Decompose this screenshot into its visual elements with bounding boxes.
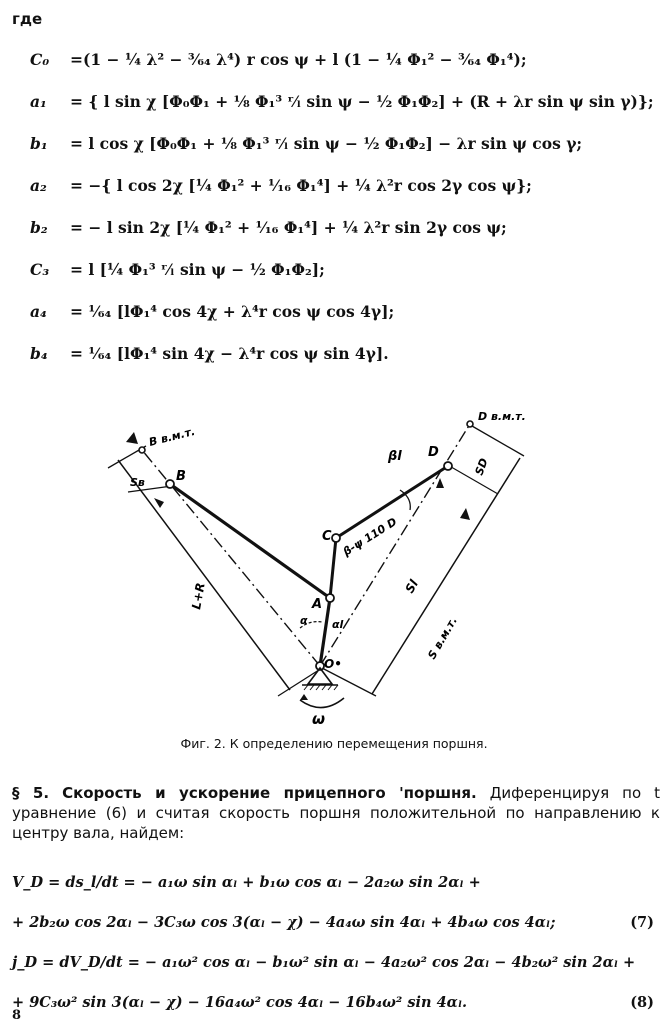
formula-row xyxy=(30,248,660,290)
label-sb: Sв xyxy=(130,476,145,489)
label-omega: ω xyxy=(312,710,326,728)
label-dvmt: D в.м.т. xyxy=(478,410,526,423)
direction-arrow-left xyxy=(154,498,164,508)
joint-a xyxy=(326,594,334,602)
coefficient-formulas xyxy=(30,38,660,374)
formula-lhs: b₂ xyxy=(30,217,48,237)
label-o: O• xyxy=(324,657,342,671)
section-text: Диференцируя по t уравнение (6) и считая скорость поршня положительной по направлению к центру вала, найдем: xyxy=(12,784,660,842)
label-bvmt: B в.м.т. xyxy=(147,424,197,449)
articulated-link xyxy=(330,538,336,598)
equation-text: j_D = dV_D/dt = − a₁ω² cos αₗ − b₁ω² sin αₗ − 4a₂ω² cos 2αₗ − 4b₂ω² sin 2αₗ + xyxy=(12,953,636,971)
section-title: Скорость и ускорение прицепного 'поршня. xyxy=(62,784,477,802)
formula-row xyxy=(30,164,660,206)
formula-lhs: a₁ xyxy=(30,91,47,111)
formula-rhs: = l [¼ Φ₁³ ʳ⁄ₗ sin ψ − ½ Φ₁Φ₂]; xyxy=(70,259,325,279)
intro-word: где xyxy=(12,10,43,28)
label-a: A xyxy=(312,597,323,612)
formula-lhs: C₀ xyxy=(30,49,50,69)
equation-row xyxy=(12,982,658,1022)
formula-row xyxy=(30,332,660,374)
label-lr: L+R xyxy=(189,581,208,611)
formula-rhs: =(1 − ¼ λ² − ³⁄₆₄ λ⁴) r cos ψ + l (1 − ¼ Φ₁² − ³⁄₆₄ Φ₁⁴); xyxy=(70,49,527,69)
left-dimension-line xyxy=(118,460,290,690)
tdc-d xyxy=(467,421,473,427)
rotation-arrowhead xyxy=(300,694,308,700)
label-sd: SD xyxy=(472,456,491,478)
right-dimension-tick xyxy=(472,426,524,456)
label-cd: β-ψ 110 D xyxy=(340,515,400,559)
label-sl: Sl xyxy=(402,577,421,596)
equation-text: + 9C₃ω² sin 3(αₗ − χ) − 16a₄ω² cos 4αₗ − 16b₄ω² sin 4αₗ. xyxy=(12,993,468,1011)
joint-d xyxy=(444,462,452,470)
equation-text: V_D = ds_l/dt = − a₁ω sin αₗ + b₁ω cos αₗ − 2a₂ω sin 2αₗ + xyxy=(12,873,481,891)
formula-rhs: = ¹⁄₆₄ [lΦ₁⁴ cos 4χ + λ⁴r cos ψ cos 4γ]; xyxy=(70,301,395,321)
direction-arrow-sd xyxy=(460,508,470,520)
formula-lhs: b₄ xyxy=(30,343,48,363)
joint-c xyxy=(332,534,340,542)
formula-row xyxy=(30,122,660,164)
formula-row xyxy=(30,80,660,122)
formula-rhs: = l cos χ [Φ₀Φ₁ + ⅛ Φ₁³ ʳ⁄ₗ sin ψ − ½ Φ₁Φ₂] − λr sin ψ cos γ; xyxy=(70,133,583,153)
label-c: C xyxy=(322,529,332,544)
label-alphal: αl xyxy=(332,618,344,631)
label-d: D xyxy=(428,445,439,460)
formula-row xyxy=(30,206,660,248)
formula-rhs: = −{ l cos 2χ [¼ Φ₁² + ¹⁄₁₆ Φ₁⁴] + ¼ λ²r cos 2γ cos ψ}; xyxy=(70,175,532,195)
top-arrow-left xyxy=(126,432,138,444)
page-number: 8 xyxy=(12,1008,22,1023)
direction-arrow-right xyxy=(436,478,444,488)
label-beta: βl xyxy=(388,449,402,464)
formula-rhs: = { l sin χ [Φ₀Φ₁ + ⅛ Φ₁³ ʳ⁄ₗ sin ψ − ½ Φ₁Φ₂] + (R + λr sin ψ sin γ)}; xyxy=(70,91,654,111)
equation-row xyxy=(12,902,658,942)
section-paragraph xyxy=(12,783,660,843)
equations-block xyxy=(12,862,658,1022)
section-number: § 5. xyxy=(12,784,50,802)
piston-displacement-figure xyxy=(100,398,550,738)
formula-lhs: b₁ xyxy=(30,133,48,153)
formula-lhs: a₄ xyxy=(30,301,47,321)
figure-caption: Фиг. 2. К определению перемещения поршня. xyxy=(180,736,488,751)
formula-rhs: = − l sin 2χ [¼ Φ₁² + ¹⁄₁₆ Φ₁⁴] + ¼ λ²r sin 2γ cos ψ; xyxy=(70,217,507,237)
equation-row xyxy=(12,942,658,982)
label-b: B xyxy=(176,469,186,484)
formula-lhs: C₃ xyxy=(30,259,50,279)
formula-row xyxy=(30,38,660,80)
right-sd-dimension xyxy=(446,464,498,494)
label-snmt: S в.м.т. xyxy=(425,614,460,662)
equation-number: (8) xyxy=(630,993,654,1011)
tdc-b xyxy=(139,447,145,453)
formula-row xyxy=(30,290,660,332)
equation-row xyxy=(12,862,658,902)
equation-text: + 2b₂ω cos 2αₗ − 3C₃ω cos 3(αₗ − χ) − 4a₄ω sin 4αₗ + 4b₄ω cos 4αₗ; xyxy=(12,913,556,931)
joint-b xyxy=(166,480,174,488)
formula-lhs: a₂ xyxy=(30,175,47,195)
equation-number: (7) xyxy=(630,913,654,931)
formula-rhs: = ¹⁄₆₄ [lΦ₁⁴ sin 4χ − λ⁴r cos ψ sin 4γ]. xyxy=(70,343,389,363)
label-alpha: α xyxy=(300,614,308,627)
